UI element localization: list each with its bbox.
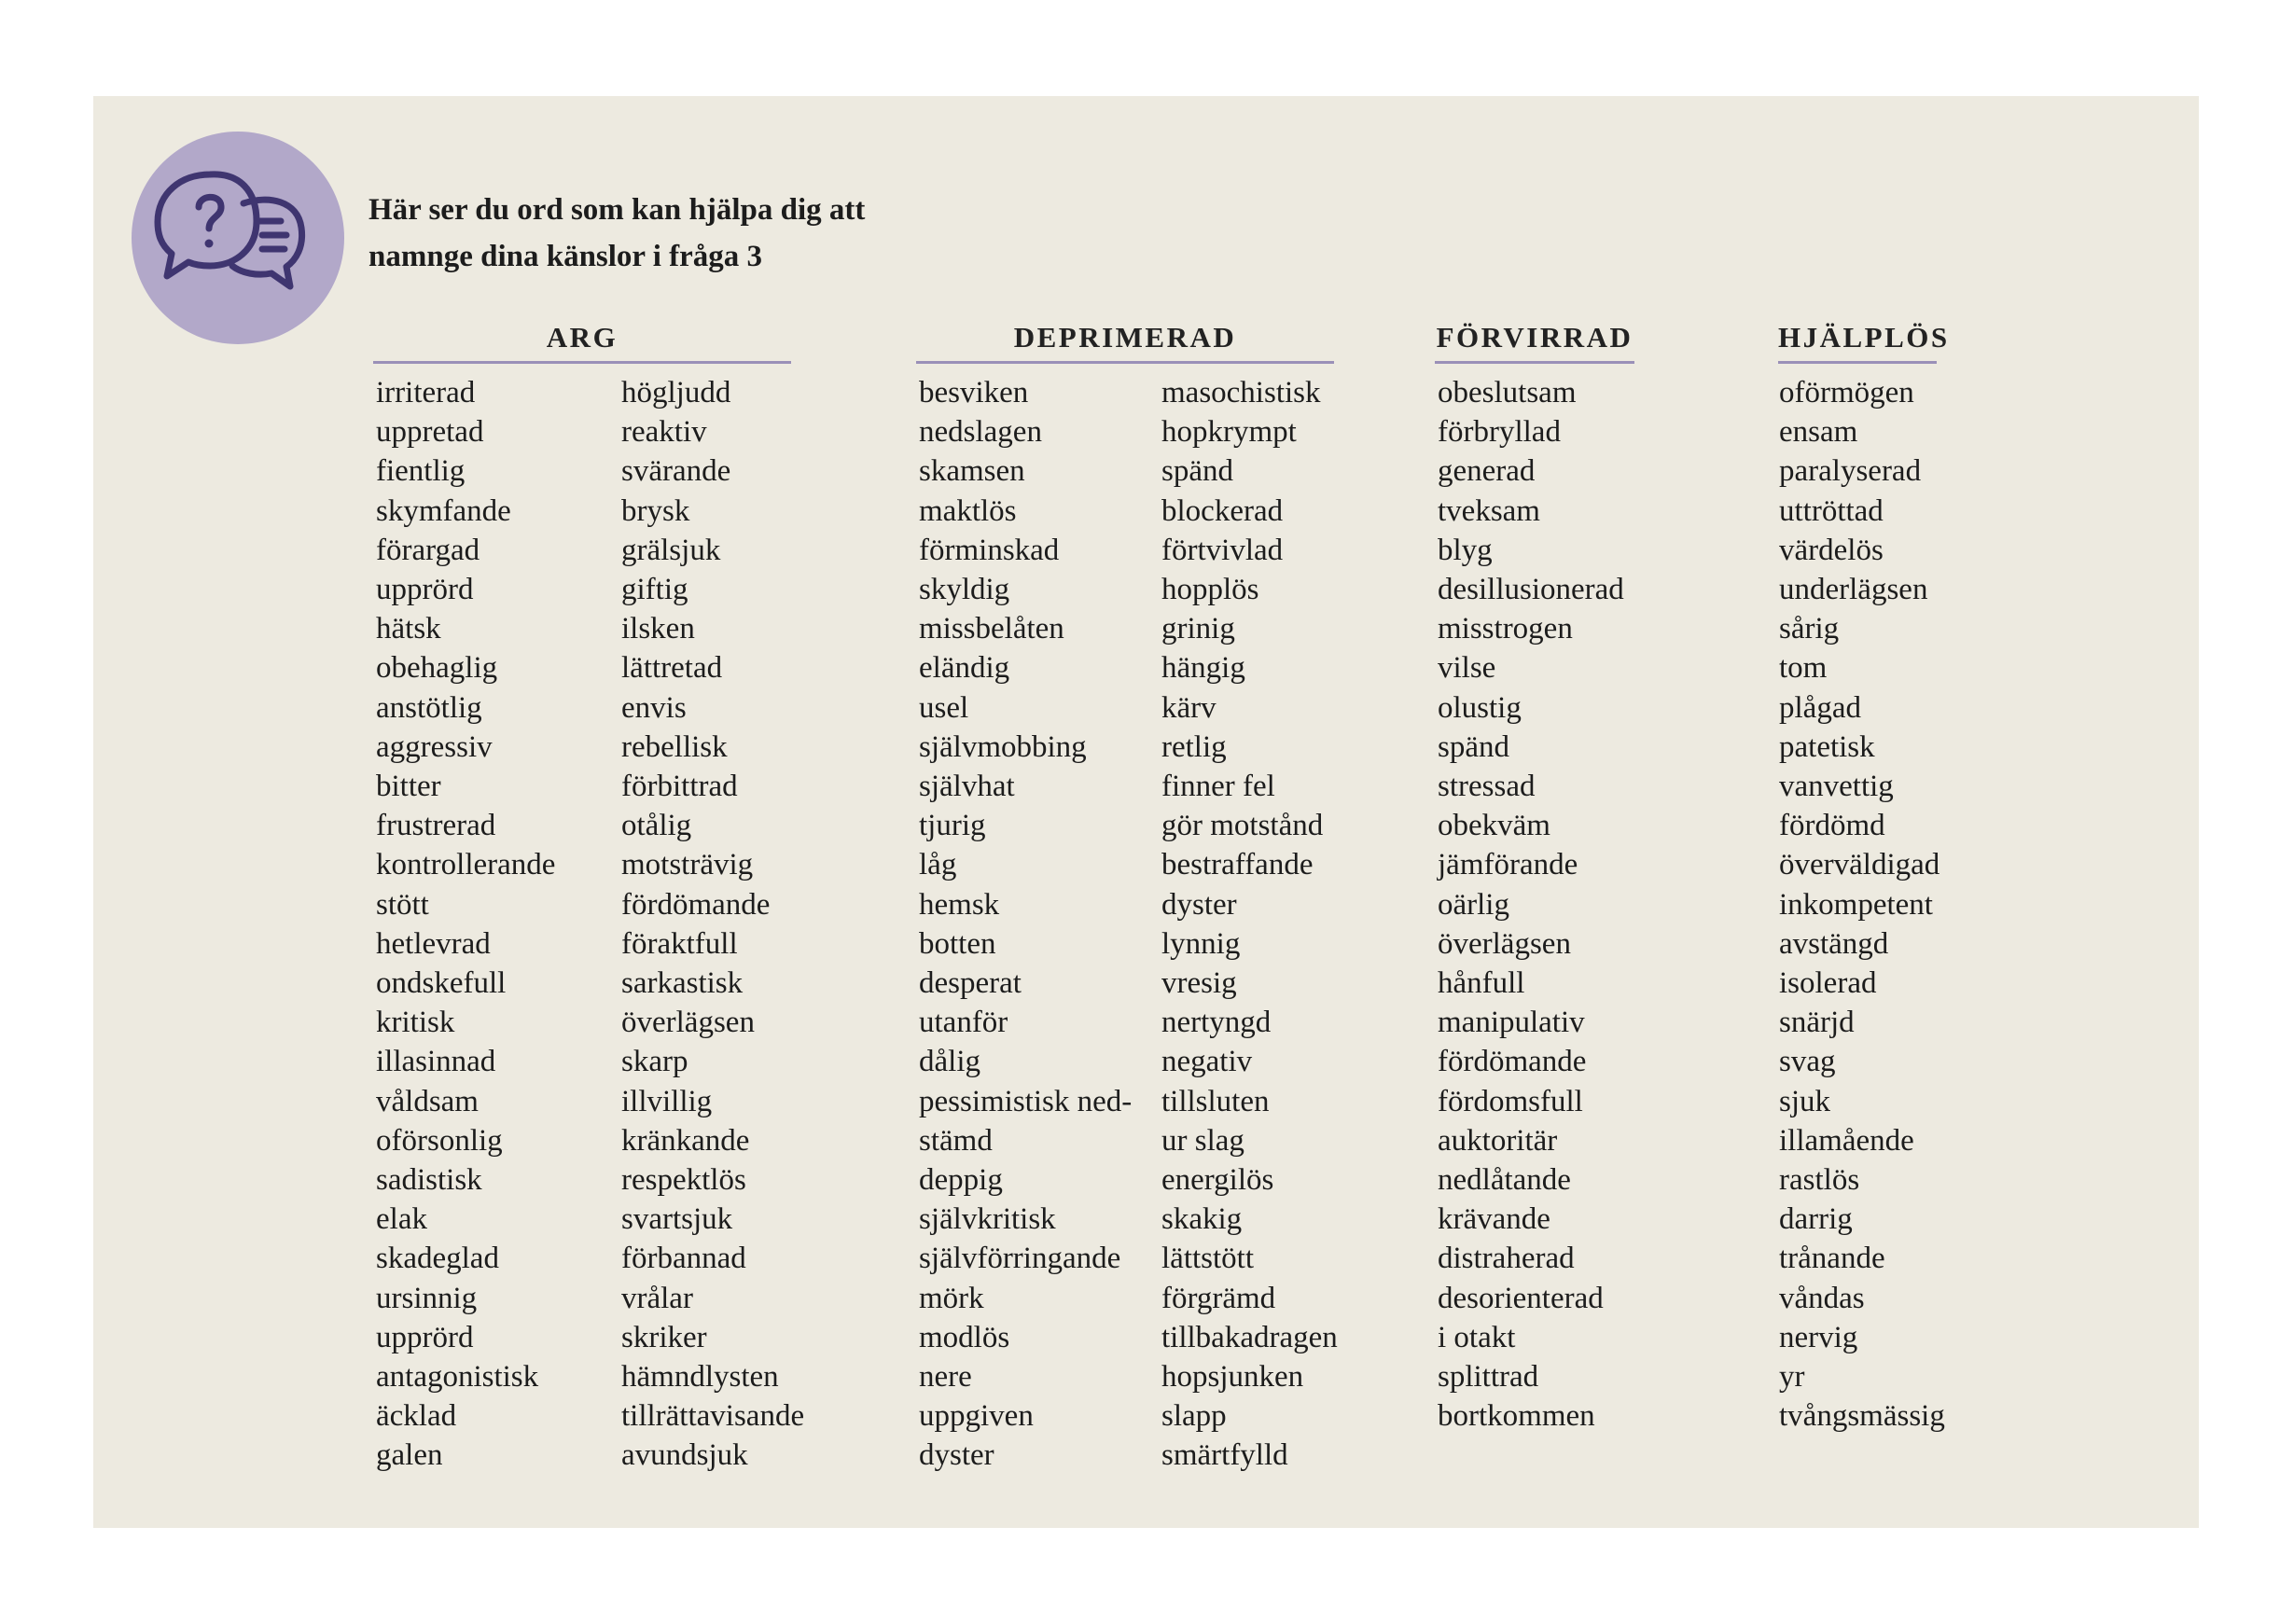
emotion-word: fördomsfull — [1438, 1084, 1583, 1118]
word-list-deprimerad-1 — [919, 373, 1132, 1476]
emotion-word: auktoritär — [1438, 1123, 1558, 1158]
emotion-word: förminskad — [919, 533, 1060, 567]
emotion-word: elak — [376, 1202, 427, 1237]
emotion-word: illasinnad — [376, 1045, 496, 1079]
emotion-word: anstötlig — [376, 690, 482, 725]
emotion-word: hopkrympt — [1161, 415, 1297, 450]
emotion-word: tjurig — [919, 809, 986, 843]
emotion-word: svag — [1779, 1045, 1836, 1079]
emotion-word: desorienterad — [1438, 1281, 1604, 1315]
emotion-word: dyster — [1161, 887, 1237, 922]
emotion-word: hopsjunken — [1161, 1360, 1304, 1395]
emotion-word: tveksam — [1438, 493, 1540, 528]
emotion-word: uppgiven — [919, 1399, 1034, 1434]
emotion-word: hånfull — [1438, 966, 1525, 1001]
emotion-word: kontrollerande — [376, 848, 556, 882]
emotion-word: retlig — [1161, 729, 1227, 764]
emotion-word: vilse — [1438, 651, 1496, 686]
emotion-word: pessimistisk ned- — [919, 1084, 1133, 1118]
emotion-word: högljudd — [621, 376, 731, 409]
emotion-word: avundsjuk — [621, 1438, 748, 1473]
emotion-word: illvillig — [621, 1084, 713, 1118]
emotion-word: desperat — [919, 966, 1022, 1001]
emotion-word: gör motstånd — [1161, 809, 1324, 843]
emotion-word: sarkastisk — [621, 966, 744, 1001]
emotion-word: skriker — [621, 1320, 707, 1354]
emotion-word: obekväm — [1438, 809, 1550, 843]
emotion-word: lynnig — [1161, 926, 1241, 961]
emotion-word: upprörd — [376, 573, 474, 607]
emotion-word: krävande — [1438, 1202, 1550, 1237]
emotion-word: nertyngd — [1161, 1006, 1272, 1040]
emotion-word: spänd — [1161, 454, 1233, 489]
emotion-word: sjuk — [1779, 1084, 1831, 1118]
emotion-word: skarp — [621, 1045, 688, 1079]
emotion-word: självhat — [919, 770, 1015, 804]
emotion-word: aggressiv — [376, 729, 493, 764]
emotion-word: bestraffande — [1161, 848, 1314, 882]
emotion-word: tom — [1779, 651, 1828, 686]
emotion-word: låg — [919, 848, 957, 882]
emotion-word: masochistisk — [1161, 376, 1321, 409]
emotion-word: svärande — [621, 454, 731, 489]
emotion-word: hängig — [1161, 651, 1245, 686]
emotion-word: hetlevrad — [376, 926, 491, 961]
word-list-arg-1 — [376, 373, 555, 1476]
emotion-word: fientlig — [376, 454, 466, 489]
emotion-word: slapp — [1161, 1399, 1227, 1434]
emotion-word: föraktfull — [621, 926, 738, 961]
emotion-word: energilös — [1161, 1163, 1274, 1198]
emotion-word: nervig — [1779, 1320, 1858, 1354]
emotion-word: inkompetent — [1779, 887, 1933, 922]
emotion-word: ensam — [1779, 415, 1858, 450]
emotion-word: dålig — [919, 1045, 980, 1079]
emotion-word: vresig — [1161, 966, 1237, 1001]
emotion-word: värdelös — [1779, 533, 1884, 567]
emotion-word: manipulativ — [1438, 1006, 1585, 1040]
emotion-word: tillrättavisande — [621, 1399, 805, 1434]
emotion-word: besviken — [919, 376, 1029, 409]
emotion-word: oärlig — [1438, 887, 1509, 922]
emotion-word: grälsjuk — [621, 533, 721, 567]
emotion-word: förargad — [376, 533, 480, 567]
emotion-word: sadistisk — [376, 1163, 482, 1198]
emotion-word: skadeglad — [376, 1242, 499, 1276]
icon-badge — [132, 132, 344, 344]
speech-bubbles-question-icon — [132, 132, 344, 344]
emotion-word: mörk — [919, 1281, 984, 1315]
emotion-word: deppig — [919, 1163, 1003, 1198]
emotion-word: bitter — [376, 770, 441, 804]
emotion-word: tillsluten — [1161, 1084, 1270, 1118]
emotion-word: förbittrad — [621, 770, 738, 804]
emotion-word: förtvivlad — [1161, 533, 1284, 567]
emotion-word: missbelåten — [919, 612, 1064, 646]
emotion-word: fördömd — [1779, 809, 1885, 843]
emotion-word: desillusionerad — [1438, 573, 1624, 607]
emotion-word: jämförande — [1438, 848, 1578, 882]
emotion-word: i otakt — [1438, 1320, 1516, 1354]
emotion-word: splittrad — [1438, 1360, 1539, 1395]
emotion-word: usel — [919, 690, 969, 725]
emotion-word: upprörd — [376, 1320, 474, 1354]
emotion-word: trånande — [1779, 1242, 1885, 1276]
emotion-word: uttröttad — [1779, 493, 1884, 528]
emotion-word: dyster — [919, 1438, 994, 1473]
emotion-word: plågad — [1779, 690, 1861, 725]
emotion-word: skyldig — [919, 573, 1010, 607]
emotion-word: isolerad — [1779, 966, 1877, 1001]
emotion-word: ursinnig — [376, 1281, 478, 1315]
emotion-word: stämd — [919, 1123, 993, 1158]
emotion-word: yr — [1779, 1360, 1805, 1395]
emotion-word: hätsk — [376, 612, 441, 646]
emotion-word: kärv — [1161, 690, 1217, 725]
emotion-word: brysk — [621, 493, 690, 528]
emotion-word: darrig — [1779, 1202, 1853, 1237]
emotion-word: skymfande — [376, 493, 511, 528]
emotion-word: förbannad — [621, 1242, 746, 1276]
heading-forvirrad: FÖRVIRRAD — [1435, 317, 1634, 364]
emotion-word: skakig — [1161, 1202, 1243, 1237]
emotion-word: obehaglig — [376, 651, 498, 686]
emotion-word: envis — [621, 690, 687, 725]
emotion-word: oförsonlig — [376, 1123, 503, 1158]
emotion-word: spänd — [1438, 729, 1509, 764]
emotion-word: modlös — [919, 1320, 1010, 1354]
intro-text — [368, 187, 1022, 280]
emotion-word: hämndlysten — [621, 1360, 779, 1395]
word-list-deprimerad-2 — [1161, 373, 1338, 1476]
emotion-word: lättretad — [621, 651, 723, 686]
emotion-word: maktlös — [919, 493, 1017, 528]
emotion-word: förbryllad — [1438, 415, 1561, 450]
emotion-word: otålig — [621, 809, 692, 843]
emotion-word: nedlåtande — [1438, 1163, 1571, 1198]
emotion-word: fördömande — [621, 887, 771, 922]
emotion-word: ilsken — [621, 612, 695, 646]
emotion-word: överlägsen — [1438, 926, 1571, 961]
emotion-word: giftig — [621, 573, 688, 607]
emotion-word: smärtfylld — [1161, 1438, 1288, 1473]
intro-line-1: Här ser du ord som kan hjälpa dig att — [368, 193, 866, 227]
emotion-word: lättstött — [1161, 1242, 1254, 1276]
emotion-word: paralyserad — [1779, 454, 1922, 489]
emotion-word: vrålar — [621, 1281, 693, 1315]
emotion-word: skamsen — [919, 454, 1025, 489]
emotion-word: obeslutsam — [1438, 376, 1577, 409]
heading-deprimerad: DEPRIMERAD — [916, 317, 1334, 364]
emotion-word: äcklad — [376, 1399, 457, 1434]
emotion-word: överlägsen — [621, 1006, 755, 1040]
emotion-word: nere — [919, 1360, 972, 1395]
emotion-word: antagonistisk — [376, 1360, 539, 1395]
emotion-word: patetisk — [1779, 729, 1875, 764]
emotion-word: förgrämd — [1161, 1281, 1276, 1315]
emotion-word: respektlös — [621, 1163, 746, 1198]
emotion-word: rebellisk — [621, 729, 728, 764]
emotion-word: grinig — [1161, 612, 1235, 646]
emotion-word: generad — [1438, 454, 1536, 489]
emotion-word: ur slag — [1161, 1123, 1244, 1158]
emotion-word: svartsjuk — [621, 1202, 733, 1237]
emotion-word: oförmögen — [1779, 376, 1914, 409]
emotion-word: finner fel — [1161, 770, 1275, 804]
emotion-word: galen — [376, 1438, 443, 1473]
emotion-word: tillbakadragen — [1161, 1320, 1338, 1354]
emotion-word: eländig — [919, 651, 1010, 686]
emotion-word: irriterad — [376, 376, 476, 409]
word-list-arg-2 — [621, 373, 804, 1476]
emotion-word: självkritisk — [919, 1202, 1056, 1237]
emotion-word: våndas — [1779, 1281, 1865, 1315]
emotion-word: olustig — [1438, 690, 1522, 725]
emotion-word: kritisk — [376, 1006, 455, 1040]
heading-hjalplos: HJÄLPLÖS — [1778, 317, 1937, 364]
emotion-word: vanvettig — [1779, 770, 1894, 804]
emotion-word: tvångsmässig — [1779, 1399, 1945, 1434]
emotion-word: blyg — [1438, 533, 1493, 567]
emotion-word: frustrerad — [376, 809, 496, 843]
emotion-word: botten — [919, 926, 996, 961]
emotion-word: misstrogen — [1438, 612, 1573, 646]
emotion-word: bortkommen — [1438, 1399, 1595, 1434]
emotion-word: uppretad — [376, 415, 484, 450]
heading-arg: ARG — [373, 317, 791, 364]
emotion-word: snärjd — [1779, 1006, 1855, 1040]
emotion-word: rastlös — [1779, 1163, 1860, 1198]
emotion-word: kränkande — [621, 1123, 750, 1158]
emotion-word: stressad — [1438, 770, 1536, 804]
emotion-word: blockerad — [1161, 493, 1284, 528]
emotion-word: reaktiv — [621, 415, 707, 450]
emotion-word: underlägsen — [1779, 573, 1928, 607]
emotion-word: stött — [376, 887, 429, 922]
emotion-word: självförringande — [919, 1242, 1121, 1276]
emotion-word: sårig — [1779, 612, 1840, 646]
emotion-word: självmobbing — [919, 729, 1087, 764]
emotion-word: nedslagen — [919, 415, 1042, 450]
word-list-forvirrad — [1438, 373, 1624, 1436]
emotion-word: negativ — [1161, 1045, 1253, 1079]
emotion-word: ondskefull — [376, 966, 507, 1001]
emotion-word: hemsk — [919, 887, 1000, 922]
emotion-word: hopplös — [1161, 573, 1259, 607]
emotion-word: motsträvig — [621, 848, 754, 882]
emotion-word: avstängd — [1779, 926, 1889, 961]
emotion-word: överväldigad — [1779, 848, 1940, 882]
emotion-word: distraherad — [1438, 1242, 1575, 1276]
word-list-hjalplos — [1779, 373, 1945, 1436]
emotion-word: illamående — [1779, 1123, 1914, 1158]
emotion-word: utanför — [919, 1006, 1008, 1040]
emotion-word: våldsam — [376, 1084, 479, 1118]
intro-line-2: namnge dina känslor i fråga 3 — [368, 240, 763, 273]
emotion-word: fördömande — [1438, 1045, 1587, 1079]
